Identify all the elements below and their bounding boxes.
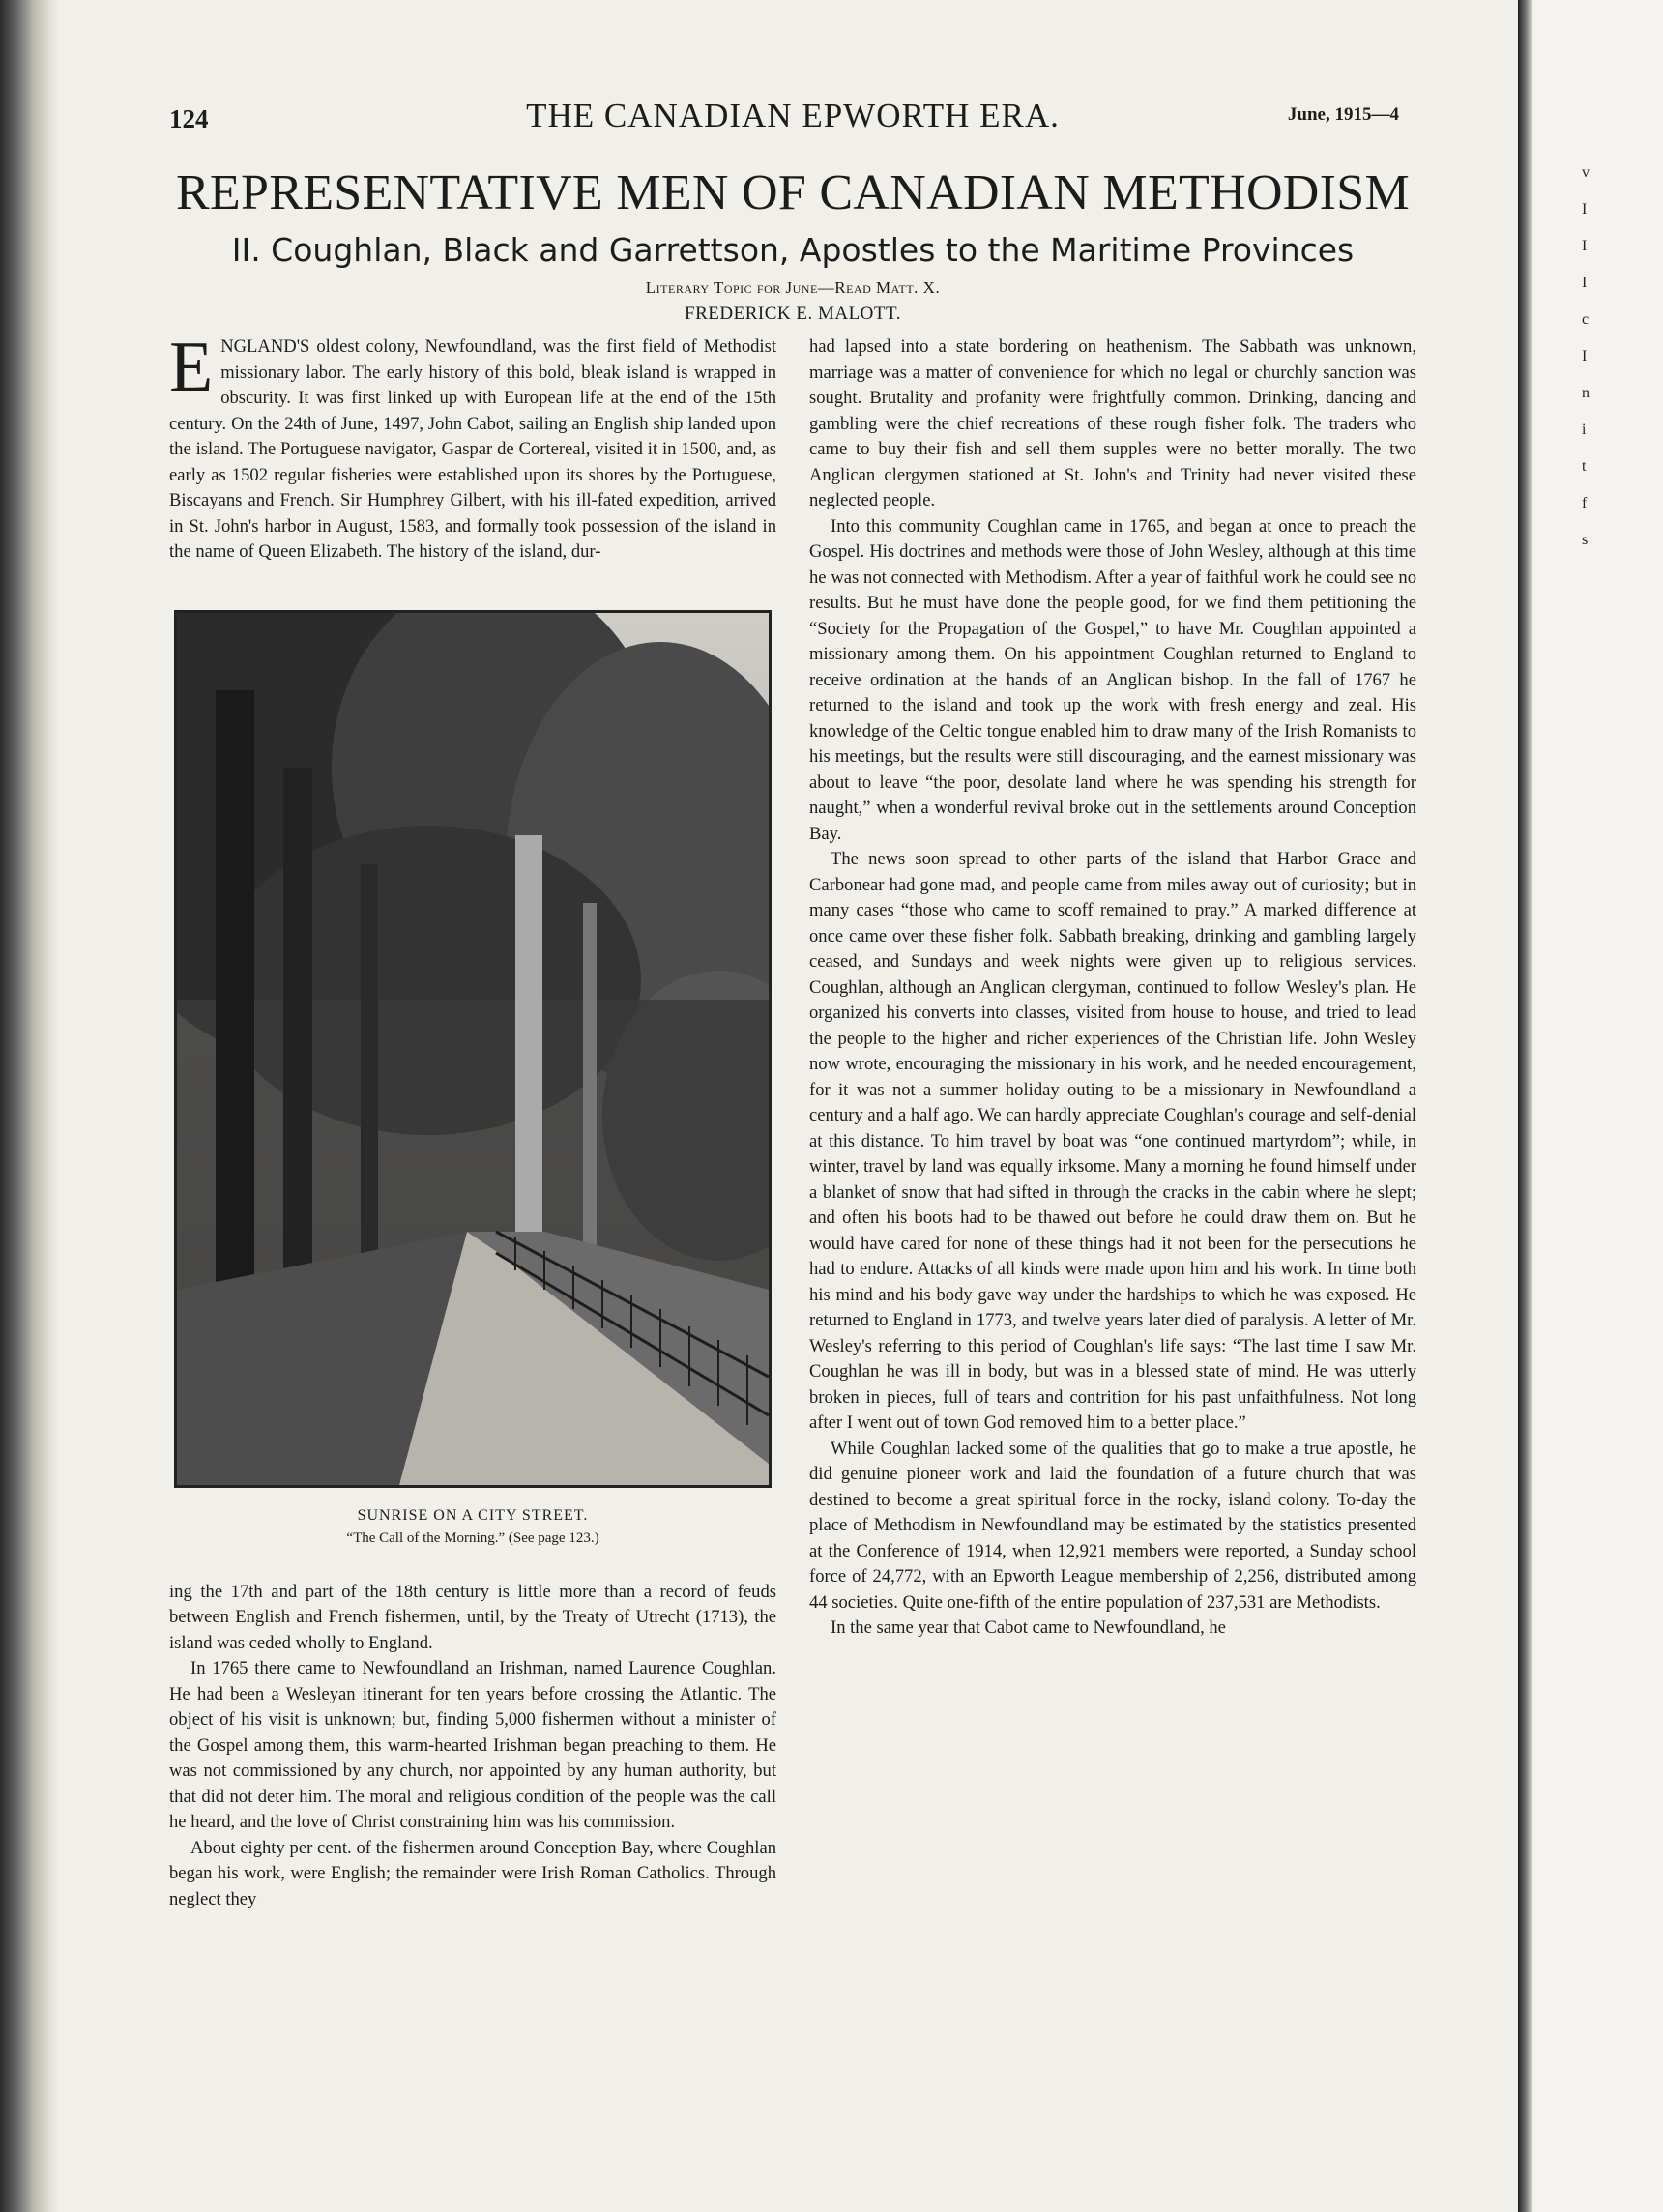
drop-cap: E — [169, 328, 214, 407]
facing-page-letter: I — [1582, 238, 1588, 254]
left-column — [169, 328, 776, 1912]
article-subtitle: II. Coughlan, Black and Garrettson, Apostles to the Maritime Provinces — [231, 231, 1355, 269]
literary-topic: Literary Topic for June—Read Matt. X. — [645, 278, 941, 297]
book-spine-shadow — [0, 0, 58, 2212]
facing-page-letter: I — [1582, 275, 1588, 291]
issue-date: June, 1915—4 — [1287, 104, 1399, 125]
photo-caption: SUNRISE ON A CITY STREET. — [357, 1506, 589, 1524]
facing-page-letter: n — [1582, 385, 1590, 401]
facing-page-letter: s — [1582, 532, 1589, 548]
page-fold — [1518, 0, 1532, 2212]
facing-page-letter: c — [1582, 311, 1590, 328]
left-paragraph-2: In 1765 there came to Newfoundland an Irishman, named Laurence Coughlan. He had been a Wesleyan itinerant for ten years before crossing the Atlantic. The object of his visit is unknown; but, finding 5,000 fishermen without a minister of the Gospel among them, this warm-hearted Irishman began preaching to them. He was not commissioned by any church, nor appointed by any human authority, but that did not deter him. The moral and religious condition of the people was the call he heard, and the love of Christ constraining him was his commission. — [169, 1658, 776, 1832]
street-photo — [174, 610, 772, 1488]
right-paragraph-5: In the same year that Cabot came to Newfoundland, he — [831, 1617, 1226, 1638]
right-paragraph-2: Into this community Coughlan came in 1765, and began at once to preach the Gospel. His doctrines and methods were those of John Wesley, although at this time he was not connected with Methodism. After a year of faithful work he could see no results. But he must have done the people good, for we find them petitioning the “Society for the Propagation of the Gospel,” to have Mr. Coughlan appointed a missionary among them. On his appointment Coughlan returned to England to receive ordination at the hands of an Anglican bishop. In the fall of 1767 he returned to the island and took up the work with fresh energy and zeal. His knowledge of the Celtic tongue enabled him to draw many of the Irish Romanists to his meetings, but the results were still discouraging, and the earnest missionary was about to leave “the poor, desolate land where he was spending his strength for naught,” when a wonderful revival broke out in the settlements around Conception Bay. — [809, 515, 1416, 844]
article-author: FREDERICK E. MALOTT. — [685, 304, 901, 324]
article-title: REPRESENTATIVE MEN OF CANADIAN METHODISM — [175, 165, 1411, 220]
right-paragraph-3: The news soon spread to other parts of the island that Harbor Grace and Carbonear had gone mad, and people came from miles away out of curiosity; but in many cases “those who came to scoff remained to pray.” A marked difference at once came over these fisher folk. Sabbath breaking, drinking and gambling largely ceased, and Sundays and week nights were given up to religious services. Coughlan, although an Anglican clergyman, continued to follow Wesley's plan. He organized his converts into classes, visited from house to house, and tried to lead the people to the higher and richer experiences of the Christian life. John Wesley now wrote, encouraging the missionary in his work, and he needed encouragement, for it was not a summer holiday outing to be a missionary in Newfoundland a century and a half ago. We can hardly appreciate Coughlan's courage and self-denial at this distance. To him travel by boat was “one continued martyrdom”; while, in winter, travel by land was equally irksome. Many a morning he found himself under a blanket of snow that had sifted in through the cracks in the cabin where he slept; and often his boots had to be thawed out before he could draw them on. But he would have cared for none of these things had it not been for the persecutions he had to endure. Attacks of all kinds were made upon him and his work. In time both his mind and his body gave way under the hardships to which he was exposed. He returned to England in 1773, and twelve years later died of paralysis. A letter of Mr. Wesley's referring to this period of Coughlan's life says: “The last time I saw Mr. Coughlan he was ill in body, but was in a blessed state of mind. He was utterly broken in pieces, full of tears and contrition for his past unfaithfulness. Not long after I went out of town God removed him to a better place.” — [809, 849, 1416, 1433]
facing-page-edge — [1518, 0, 1663, 2212]
facing-page-letter: I — [1582, 348, 1588, 364]
left-continued-paragraph: ing the 17th and part of the 18th century is little more than a record of feuds between English and French fishermen, until, by the Treaty of Utrecht (1713), the island was ceded wholly to England. — [169, 1581, 776, 1653]
facing-page-letters — [1582, 155, 1601, 559]
left-paragraph-3: About eighty per cent. of the fishermen around Conception Bay, where Coughlan began his work, were English; the remainder were Irish Roman Catholics. Through neglect they — [169, 1837, 776, 1909]
photo-subcaption: “The Call of the Morning.” (See page 123.) — [346, 1529, 599, 1546]
right-paragraph-1: had lapsed into a state bordering on heathenism. The Sabbath was unknown, marriage was a matter of convenience for which no legal or churchly sanction was sought. Brutality and profanity were frightfully common. Drinking, dancing and gambling were the chief recreations of these rough fisher folk. The traders who came to buy their fish and sell them supples were no better morally. The two Anglican clergymen stationed at St. John's and Trinity had never visited these neglected people. — [809, 336, 1416, 510]
facing-page-letter: i — [1582, 422, 1587, 438]
facing-page-letter: I — [1582, 201, 1588, 218]
article-body — [169, 328, 1416, 2065]
running-header — [169, 97, 1416, 141]
right-paragraph-4: While Coughlan lacked some of the qualities that go to make a true apostle, he did genuine pioneer work and laid the foundation of a future church that was destined to become a great spiritual force in the rocky, island colony. To-day the place of Methodism in Newfoundland may be estimated by the statistics presented at the Conference of 1914, when 12,921 members were reported, a Sunday school force of 24,772, with an Epworth League membership of 2,256, distributed among 44 societies. Quite one-fifth of the entire population of 237,531 are Methodists. — [809, 1438, 1416, 1613]
magazine-page — [169, 97, 1416, 2065]
intro-paragraph — [169, 328, 776, 566]
page-number: 124 — [169, 104, 209, 133]
photo-figure — [169, 610, 776, 1547]
facing-page-letter: f — [1582, 495, 1588, 511]
facing-page-letter: v — [1582, 164, 1590, 181]
right-column — [809, 335, 1416, 1642]
intro-text: NGLAND'S oldest colony, Newfoundland, was the first field of Methodist missionary labor. The early history of this bold, bleak island is wrapped in obscurity. It was first linked up with European life at the end of the 15th century. On the 24th of June, 1497, John Cabot, sailing an English ship landed upon the island. The Portuguese navigator, Gaspar de Cortereal, visited it in 1500, and, as early as 1502 regular fisheries were established upon its shores by the Portuguese, Biscayans and French. Sir Humphrey Gilbert, with his ill-fated expedition, arrived in St. John's harbor in August, 1583, and formally took possession of the island in the name of Queen Elizabeth. The history of the island, dur- — [169, 336, 776, 562]
magazine-title: THE CANADIAN EPWORTH ERA. — [526, 97, 1060, 134]
facing-page-letter: t — [1582, 458, 1587, 475]
